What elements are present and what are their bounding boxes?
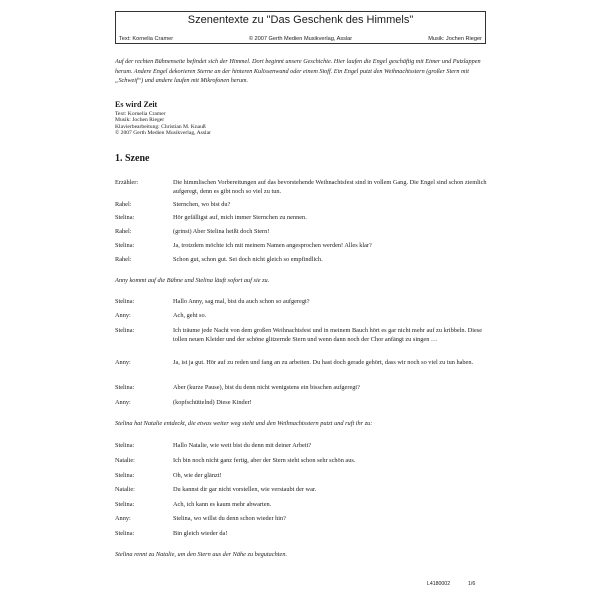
dialogue-line: Oh, wie der glänzt!	[173, 472, 222, 479]
speaker-name: Stelina:	[115, 472, 135, 479]
speaker-name: Stelina:	[115, 327, 135, 334]
dialogue-line: Stelina, wo willst du denn schon wieder hin?	[173, 515, 286, 522]
speaker-name: Stelina:	[115, 384, 135, 391]
speaker-name: Stelina:	[115, 501, 135, 508]
speaker-name: Anny:	[115, 515, 131, 522]
dialogue-line: (kopfschüttelnd) Diese Kinder!	[173, 399, 252, 406]
copyright-notice: © 2007 Gerth Medien Musikverlag, Asslar	[248, 36, 353, 42]
dialogue-line: Hallo Natalie, wie weit bist du denn mit deiner Arbeit?	[173, 442, 312, 449]
dialogue-line: Ach, geht so.	[173, 312, 207, 319]
speaker-name: Anny:	[115, 359, 131, 366]
dialogue-line: Schon gut, schon gut. Sei doch nicht gleich so empfindlich.	[173, 256, 323, 263]
speaker-name: Rahel:	[115, 201, 132, 208]
song-credits	[115, 111, 211, 137]
speaker-name: Rahel:	[115, 256, 132, 263]
speaker-name: Natalie:	[115, 486, 135, 493]
song-title: Es wird Zeit	[115, 100, 158, 109]
header-box	[115, 11, 486, 44]
dialogue-line: Bin gleich wieder da!	[173, 530, 228, 537]
page-title: Szenentexte zu "Das Geschenk des Himmels"	[187, 14, 414, 26]
stage-direction: Anny kommt auf die Bühne und Stelina läuft sofort auf sie zu.	[115, 277, 270, 284]
stage-direction: Stelina hat Natalie entdeckt, die etwas weiter weg steht und den Weihnachtsstern putzt und ruft ihr zu:	[115, 420, 373, 427]
dialogue-line: Du kannst dir gar nicht vorstellen, wie verstaubt der war.	[173, 486, 317, 493]
song-credit-line: Klavierbearbeitung: Christian M. Knauß	[115, 123, 206, 130]
speaker-name: Anny:	[115, 399, 131, 406]
song-credit-line: Musik: Jochen Rieger	[115, 117, 165, 124]
dialogue-line: Aber (kurze Pause), bist du denn nicht wenigstens ein bisschen aufgeregt?	[173, 384, 360, 391]
speaker-name: Stelina:	[115, 298, 135, 305]
page-number: 1/6	[468, 581, 476, 587]
dialogue-line: Sternchen, wo bist du?	[173, 201, 231, 208]
dialogue-line: Ja, trotzdem möchte ich mit meinem Namen angesprochen werden! Alles klar?	[173, 242, 372, 249]
dialogue-line: Ich träume jede Nacht von dem großen Weihnachtsfest und in meinem Bauch hört es gar nicht mehr auf zu kribbeln. Diese tollen neuen Kleider und der schöne glitzernde Stern und wenn dann noch der Chor anfängt zu singen …	[173, 327, 483, 344]
stage-direction: Stelina rennt zu Natalie, um den Stern aus der Nähe zu begutachten.	[115, 551, 288, 558]
speaker-name: Stelina:	[115, 530, 135, 537]
speaker-name: Stelina:	[115, 214, 135, 221]
text-credit: Text: Kornelia Cramer	[119, 36, 174, 42]
speaker-name: Stelina:	[115, 442, 135, 449]
dialogue-line: Die himmlischen Vorbereitungen auf das bevorstehende Weihnachtsfest sind in vollem Gang. Die Engel sind schon ziemlich aufgeregt, denn es gibt noch so viel zu tun.	[173, 179, 487, 196]
speaker-name: Erzähler:	[115, 179, 139, 186]
dialogue-line: Ich bin noch nicht ganz fertig, aber der Stern sieht schon sehr schön aus.	[173, 457, 356, 464]
dialogue-line: Hallo Anny, sag mal, bist du auch schon so aufgeregt?	[173, 298, 310, 305]
song-credit-line: Text: Kornelia Cramer	[115, 111, 166, 117]
speaker-name: Rahel:	[115, 228, 132, 235]
speaker-name: Stelina:	[115, 242, 135, 249]
dialogue-line: (grinst) Aber Stelina heißt doch Stern!	[173, 228, 270, 235]
dialogue-line: Hör gefälligst auf, mich immer Sternchen zu nennen.	[173, 214, 307, 221]
document-code: L4180002	[427, 581, 451, 587]
speaker-name: Anny:	[115, 312, 131, 319]
song-credit-line: © 2007 Gerth Medien Musikverlag, Asslar	[115, 130, 211, 137]
intro-paragraph: Auf der rechten Bühnenseite befindet sich der Himmel. Dort beginnt unsere Geschichte. Hier laufen die Engel geschäftig mit Eimer und Putzlappen herum. Andere Engel dekorieren Sterne an der hinteren Kulissenwand oder einem Stoff. Ein Engel putzt den Weihnachtsstern (großer Stern mit „Schweif“) und andere laufen mit Mikrofonen herum.	[115, 58, 481, 85]
dialogue-line: Ja, ist ja gut. Hör auf zu reden und fang an zu arbeiten. Du hast doch gerade gehört, dass wir noch so viel zu tun haben.	[173, 359, 474, 366]
scene-heading: 1. Szene	[115, 153, 150, 164]
dialogue-line: Ach, ich kann es kaum mehr abwarten.	[173, 501, 272, 508]
music-credit: Musik: Jochen Rieger	[428, 36, 482, 42]
speaker-name: Natalie:	[115, 457, 135, 464]
